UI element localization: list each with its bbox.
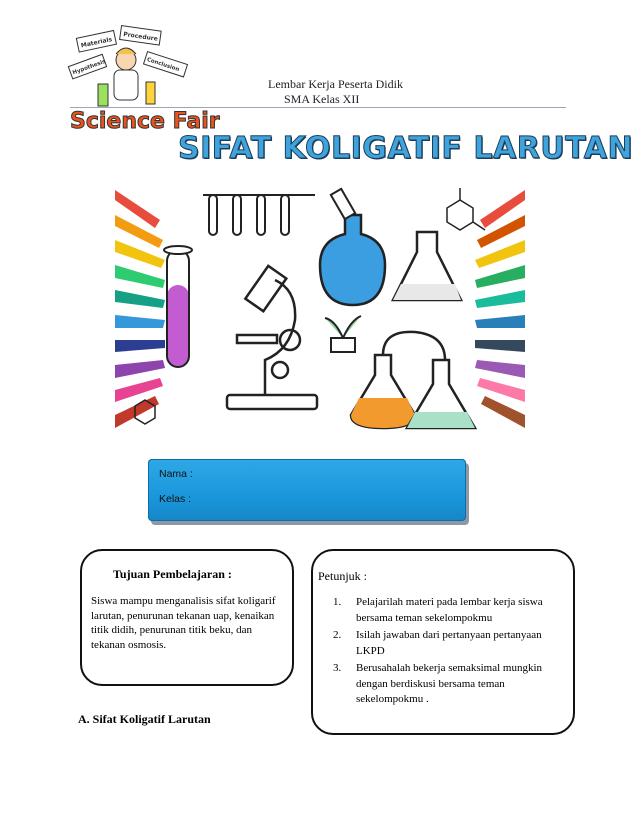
section-heading: A. Sifat Koligatif Larutan [78, 712, 211, 726]
header-line-2: SMA Kelas XII [284, 92, 360, 106]
instruction-item [333, 661, 569, 708]
instruction-text: Isilah jawaban dari pertanyaan pertanyaan LKPD [356, 629, 542, 657]
learning-objective-text: Siswa mampu menganalisis sifat koligarif larutan, penurunan tekanan uap, kenaikan titik didih, penurunan titik beku, dan tekanan osmosis. [91, 595, 276, 651]
logo-text: Science Fair [70, 109, 220, 134]
blue-flask-icon [320, 189, 385, 305]
instruction-number: 3. [333, 662, 342, 674]
student-info-box [148, 459, 466, 521]
learning-objective-title: Tujuan Pembelajaran : [113, 567, 232, 581]
banner-word-1: Materials [80, 36, 113, 50]
instruction-item [333, 595, 569, 626]
science-fair-logo [68, 24, 220, 136]
instruction-text: Berusahalah bekerja semaksimal mungkin dengan berdiskusi bersama teman sekelompokmu . [356, 662, 543, 705]
learning-objective-box [80, 549, 294, 686]
green-flask-icon [407, 360, 475, 428]
microscope-icon [227, 266, 317, 409]
header-line-1: Lembar Kerja Peserta Didik [268, 77, 403, 91]
worksheet-header [268, 77, 403, 107]
instructions-list [333, 595, 569, 710]
kelas-label: Kelas : [159, 493, 192, 505]
instruction-number: 1. [333, 596, 342, 608]
banner-word-2: Procedure [122, 30, 159, 43]
test-tubes-icon [203, 195, 315, 235]
purple-test-tube-icon [164, 246, 192, 367]
instruction-item [333, 628, 569, 659]
chemistry-illustration [115, 160, 525, 455]
page-title: SIFAT KOLIGATIF LARUTAN [178, 131, 634, 166]
pencils-right-decoration [475, 190, 525, 428]
erlenmeyer-flask-icon [393, 232, 461, 300]
molecule-icon [447, 188, 485, 230]
plant-icon [325, 316, 361, 352]
nama-label: Nama : [159, 468, 193, 480]
instructions-box [311, 549, 575, 735]
instruction-number: 2. [333, 629, 342, 641]
instructions-title: Petunjuk : [318, 569, 368, 583]
banner-word-3: Hypothesis [71, 58, 107, 77]
instruction-text: Pelajarilah materi pada lembar kerja siswa bersama teman sekelompokmu [356, 596, 543, 624]
banner-word-4: Conclusion [146, 56, 180, 74]
pencils-left-decoration [115, 190, 165, 428]
